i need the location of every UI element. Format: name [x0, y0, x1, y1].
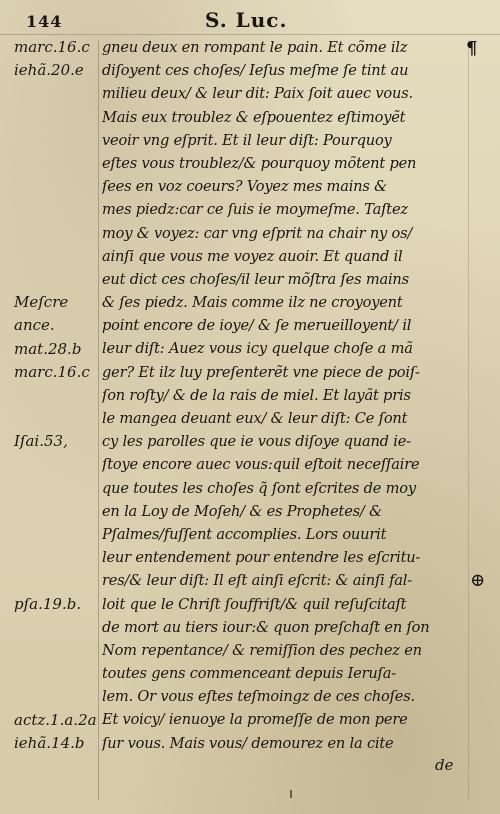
text-line: ainſi que vous me voyez auoir. Et quand il — [102, 247, 403, 265]
text-line: Pſalmes/fuſſent accomplies. Lors ouurit — [102, 525, 387, 543]
text-line: moy & voyez: car vng eſprit na chair ny os/ — [102, 224, 413, 242]
text-line: eſtes vous troublez/& pourquoy mõtent pen — [102, 154, 417, 172]
text-line: point encore de ioye/ & ſe merueilloyent/ il — [102, 317, 412, 335]
text-line: ſees en voz coeurs? Voyez mes mains & — [102, 178, 387, 196]
catchword: de — [435, 756, 454, 774]
circle-mark: ⊕ — [470, 570, 486, 591]
text-line: toutes gens commenceant depuis Ieruſa- — [102, 665, 396, 683]
text-line: Mais eux troublez & eſpouentez eſtimoyẽt — [102, 108, 406, 126]
margin-note: actz.1.a.2a — [14, 710, 97, 729]
text-line: le mangea deuant eux/ & leur diſt: Ce ſont — [102, 410, 408, 427]
text-line: leur entendement pour entendre les eſcritu- — [102, 549, 421, 567]
margin-note: iehã.20.e — [14, 61, 84, 80]
text-line: Et voicy/ ienuoye la promeſſe de mon pere — [102, 711, 408, 729]
margin-note: pſa.19.b. — [14, 594, 82, 613]
margin-notes — [0, 0, 98, 814]
text-line: en la Loy de Moſeh/ & es Prophetes/ & — [102, 502, 382, 520]
bottom-tick — [290, 790, 292, 798]
text-line: loit que le Chriſt ſouffriſt/& quil reſuſcitaſt — [102, 595, 407, 613]
running-title: S. Luc. — [205, 8, 288, 32]
margin-note: iehã.14.b — [14, 734, 85, 752]
margin-rule-left — [98, 40, 99, 800]
margin-note: mat.28.b — [14, 339, 82, 358]
text-line: & ſes piedz. Mais comme ilz ne croyoyent — [102, 294, 403, 312]
pilcrow-mark: ¶ — [466, 38, 478, 59]
text-line: Nom repentance/ & remiſſion des pechez en — [102, 641, 422, 659]
text-line: eut dict ces choſes/il leur mõſtra ſes mains — [102, 270, 409, 288]
text-line: ſon roſty/ & de la rais de miel. Et layãt pris — [102, 386, 411, 404]
text-line: veoir vng eſprit. Et il leur diſt: Pourquoy — [102, 131, 392, 149]
body-text — [102, 36, 468, 755]
text-line: milieu deux/ & leur dit: Paix ſoit auec vous. — [102, 85, 413, 103]
margin-rule-right — [468, 40, 469, 800]
text-line: lem. Or vous eſtes teſmoingz de ces choſes. — [102, 688, 415, 706]
text-line: mes piedz:car ce ſuis ie moymeſme. Taſtez — [102, 201, 408, 219]
margin-note: marc.16.c — [14, 362, 90, 381]
text-line: ſtoye encore auec vous:quil eſtoit neceſſaire — [102, 456, 420, 474]
text-line: diſoyent ces choſes/ Ieſus meſme ſe tint au — [102, 62, 409, 80]
text-line: res/& leur diſt: Il eſt ainſi eſcrit: & ainſi fal- — [102, 572, 412, 590]
text-line: que toutes les choſes q̃ ſont eſcrites de moy — [102, 479, 416, 497]
text-line: cy les parolles que ie vous diſoye quand ie- — [102, 433, 411, 451]
margin-note: Meſcre — [14, 293, 69, 312]
margin-note: marc.16.c — [14, 38, 90, 56]
text-line: ger? Et ilz luy preſenterẽt vne piece de poiſ- — [102, 363, 420, 381]
margin-note: Iſai.53, — [14, 432, 68, 451]
text-line: gneu deux en rompant le pain. Et cõme ilz — [102, 39, 408, 56]
text-line: leur diſt: Auez vous icy quelque choſe a mã — [102, 340, 413, 358]
margin-note: ance. — [14, 316, 55, 335]
text-line: de mort au tiers iour:& quon preſchaſt en ſon — [102, 618, 430, 636]
page-number: 144 — [26, 12, 63, 31]
text-line: ſur vous. Mais vous/ demourez en la cite — [102, 734, 394, 752]
